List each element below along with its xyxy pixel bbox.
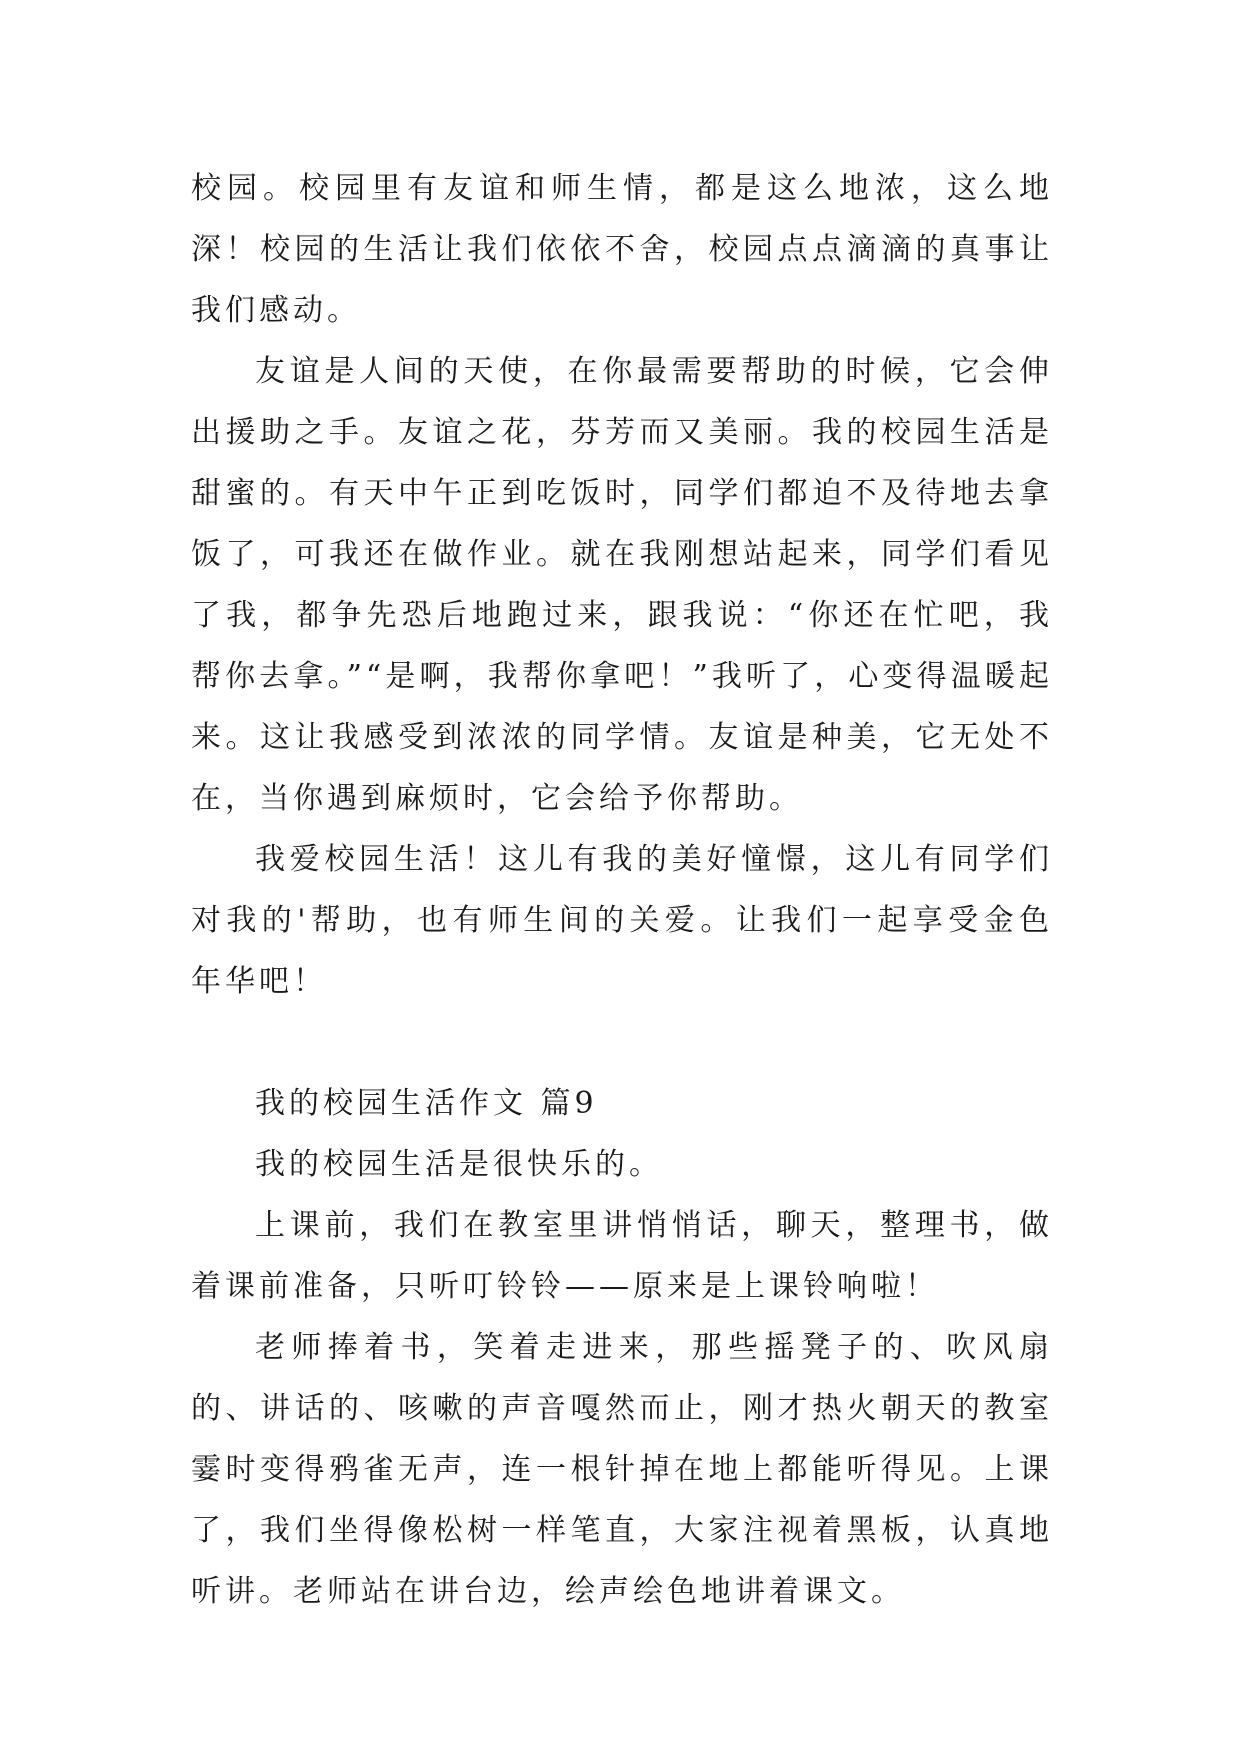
paragraph-before-class: 上课前，我们在教室里讲悄悄话，聊天，整理书，做着课前准备，只听叮铃铃——原来是上课铃响啦！	[191, 1208, 1053, 1304]
paragraph-happy: 我的校园生活是很快乐的。	[255, 1147, 663, 1182]
document-body	[191, 158, 1053, 1622]
section-title: 我的校园生活作文 篇9	[255, 1086, 598, 1121]
paragraph-friendship: 友谊是人间的天使，在你最需要帮助的时候，它会伸出援助之手。友谊之花，芬芳而又美丽。我的校园生活是甜蜜的。有天中午正到吃饭时，同学们都迫不及待地去拿饭了，可我还在做作业。就在我刚想站起来，同学们看见了我，都争先恐后地跑过来，跟我说：“你还在忙吧，我帮你去拿。”“是啊，我帮你拿吧！”我听了，心变得温暖起来。这让我感受到浓浓的同学情。友谊是种美，它无处不在，当你遇到麻烦时，它会给予你帮助。	[191, 354, 1053, 816]
paragraph-continuation: 校园。校园里有友谊和师生情，都是这么地浓，这么地深！校园的生活让我们依依不舍，校园点点滴滴的真事让我们感动。	[191, 171, 1053, 328]
paragraph-teacher: 老师捧着书，笑着走进来，那些摇凳子的、吹风扇的、讲话的、咳嗽的声音嘎然而止，刚才热火朝天的教室霎时变得鸦雀无声，连一根针掉在地上都能听得见。上课了，我们坐得像松树一样笔直，大家注视着黑板，认真地听讲。老师站在讲台边，绘声绘色地讲着课文。	[191, 1330, 1053, 1609]
section-spacer	[191, 1012, 1053, 1073]
paragraph-love-campus: 我爱校园生活！这儿有我的美好憧憬，这儿有同学们对我的'帮助，也有师生间的关爱。让我们一起享受金色年华吧！	[191, 842, 1053, 999]
